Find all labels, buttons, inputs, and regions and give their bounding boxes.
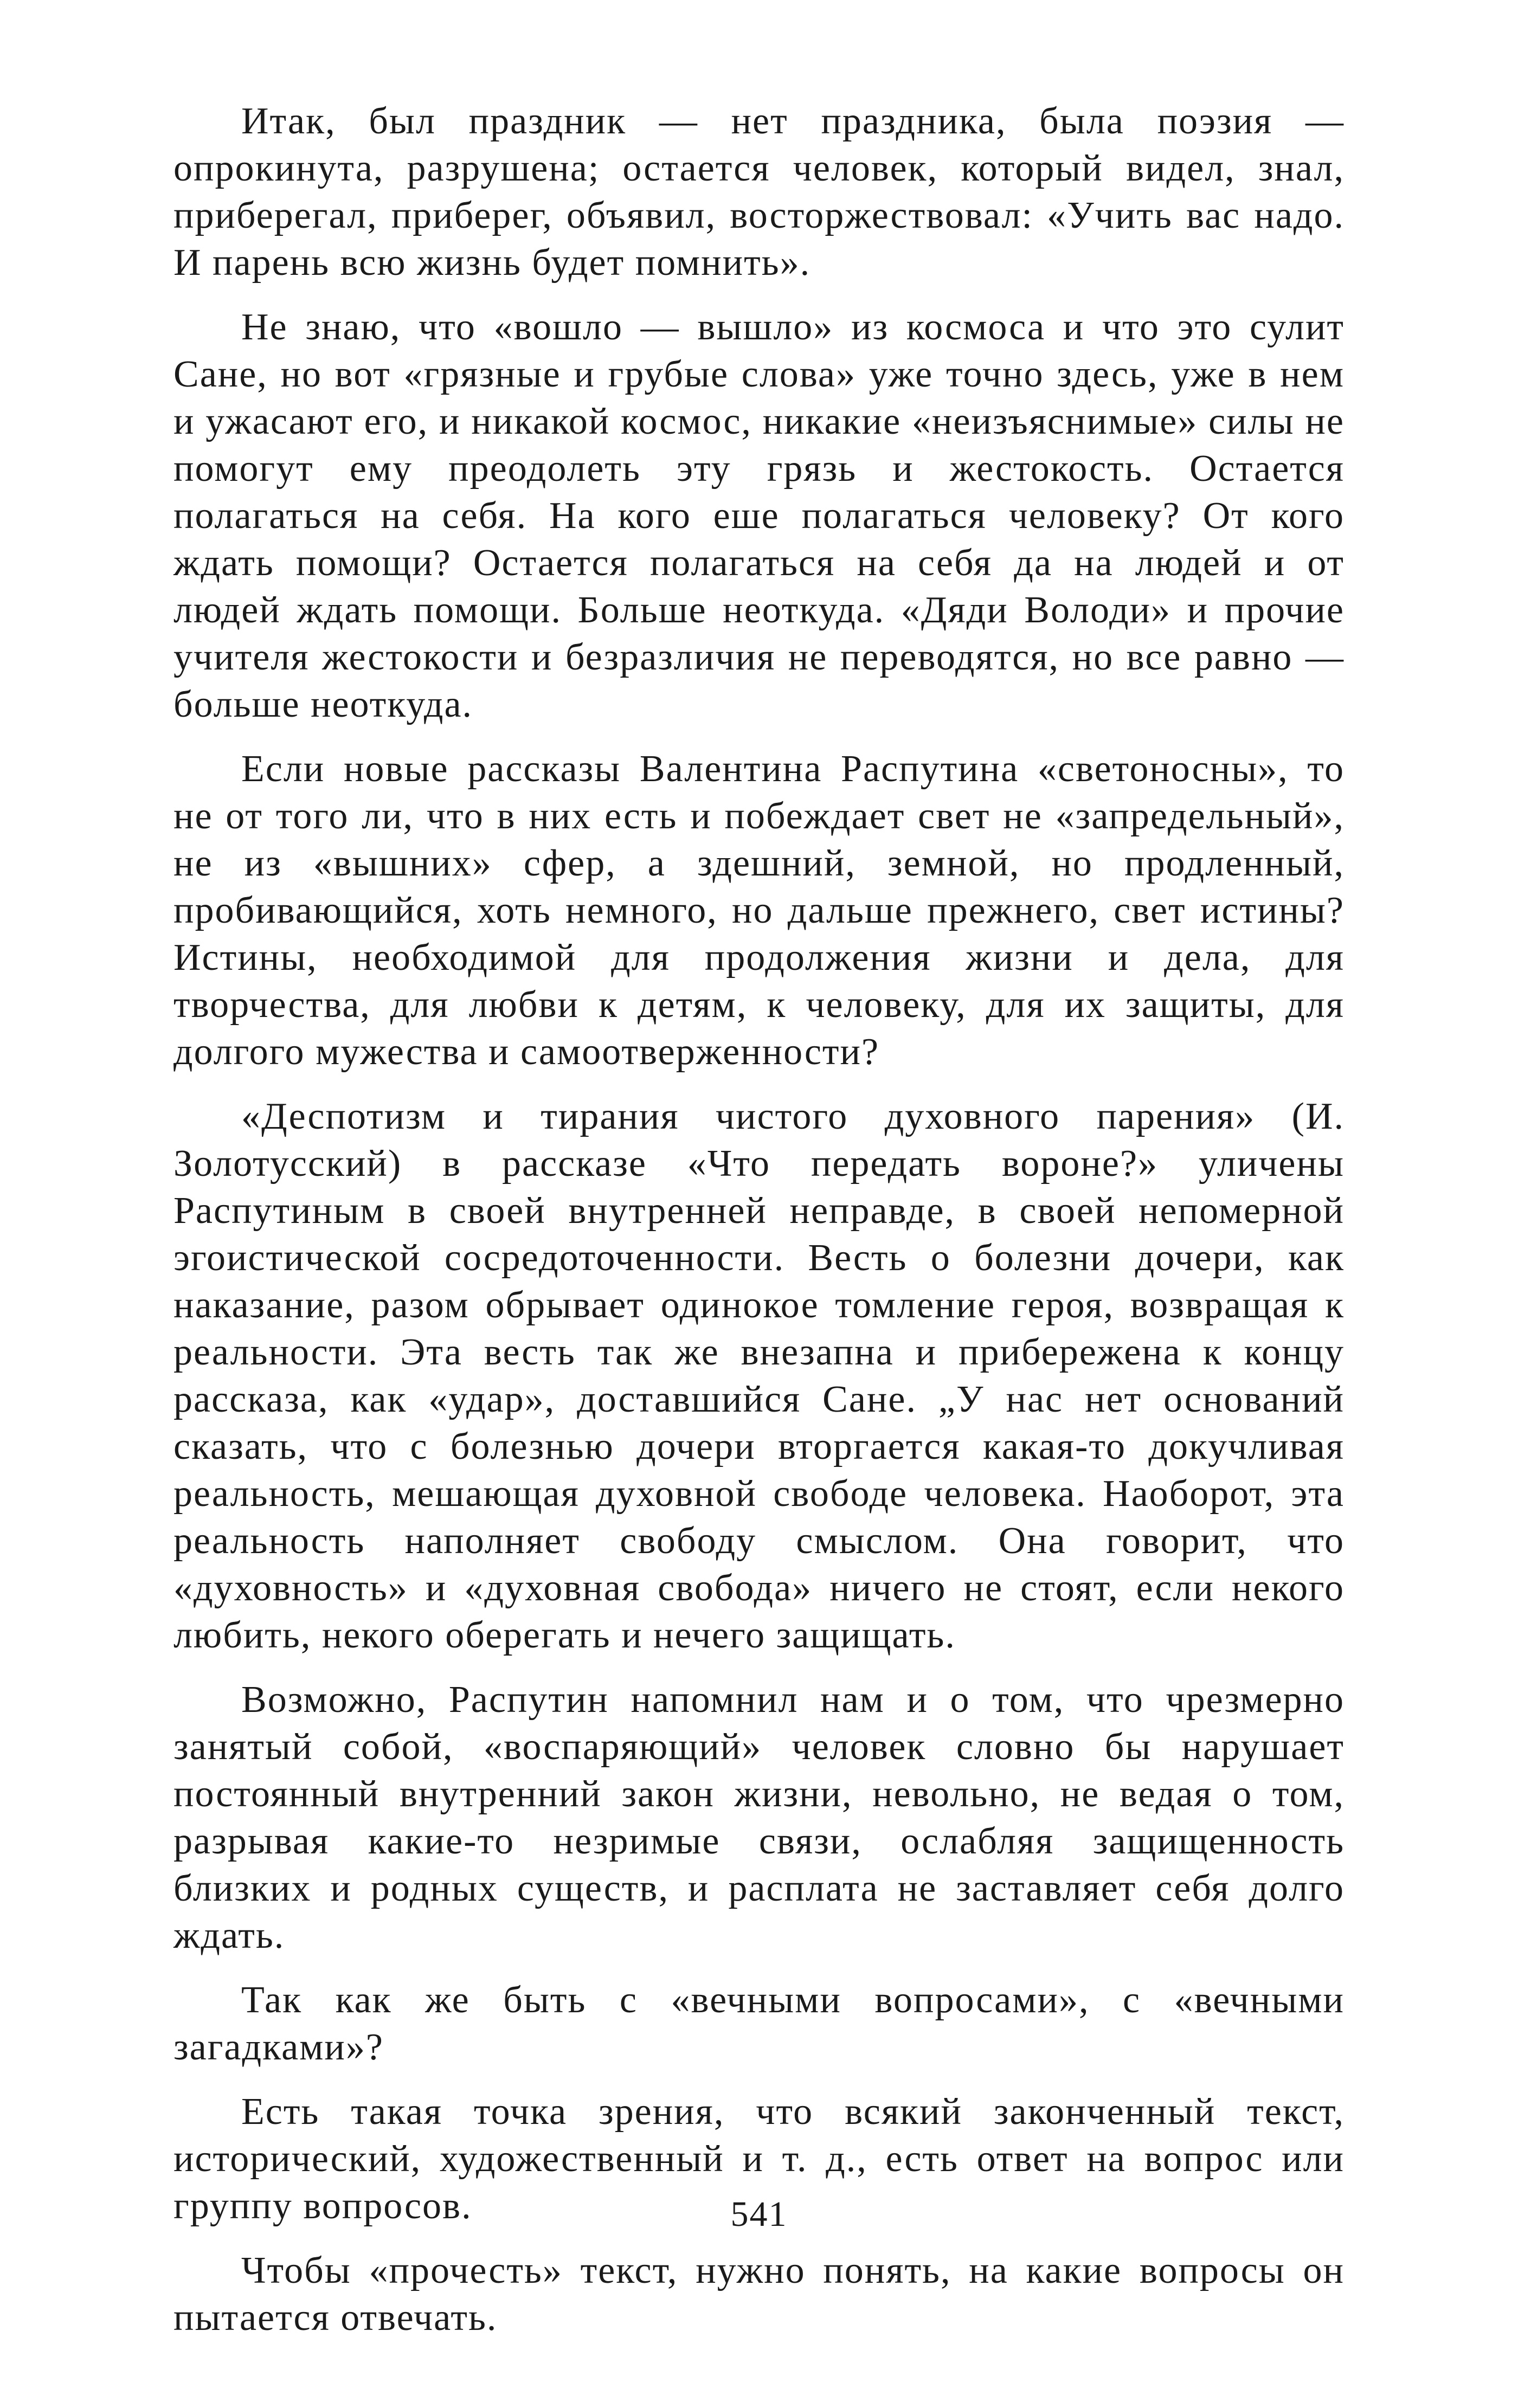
paragraph-2: Не знаю, что «вошло — вышло» из космоса и что это сулит Сане, но вот «грязные и грубые слова» уже точно здесь, уже в нем и ужасают его, и никакой космос, никакие «неизъяснимые» силы не помогут ему преодолеть эту грязь и жестокость. Остается полагаться на себя. На кого еше полагаться человеку? От кого ждать помощи? Остается полагаться на себя да на людей и от людей ждать помощи. Больше неоткуда. «Дяди Володи» и прочие учителя жестокости и безразличия не переводятся, но все равно — больше неоткуда. [173,306,1345,725]
paragraph-1: Итак, был праздник — нет праздника, была поэзия — опрокинута, разрушена; остается человек, который видел, знал, приберегал, приберег, объявил, восторжествовал: «Учить вас надо. И парень всю жизнь будет помнить». [173,100,1345,284]
page-number: 541 [730,2194,788,2234]
paragraph-7: Есть такая точка зрения, что всякий законченный текст, исторический, художественный и т. д., есть ответ на вопрос или группу вопросов. [173,2091,1345,2227]
paragraph-6: Так как же быть с «вечными вопросами», с «вечными загадками»? [173,1979,1345,2068]
paragraph-4: «Деспотизм и тирания чистого духовного парения» (И. Золотусский) в рассказе «Что передать вороне?» уличены Распутиным в своей внутренней неправде, в своей непомерной эгоистической сосредоточенности. Весть о болезни дочери, как наказание, разом обрывает одинокое томление героя, возвращая к реальности. Эта весть так же внезапна и прибережена к концу рассказа, как «удар», доставшийся Сане. „У нас нет оснований сказать, что с болезнью дочери вторгается какая-то докучливая реальность, мешающая духовной свободе человека. Наоборот, эта реальность наполняет свободу смыслом. Она говорит, что «духовность» и «духовная свобода» ничего не стоят, если некого любить, некого оберегать и нечего защищать. [173,1096,1345,1656]
paragraph-3: Если новые рассказы Валентина Распутина «светоносны», то не от того ли, что в них есть и побеждает свет не «запредельный», не из «вышних» сфер, а здешний, земной, но продленный, пробивающийся, хоть немного, но дальше прежнего, свет истины? Истины, необходимой для продолжения жизни и дела, для творчества, для любви к детям, к человеку, для их защиты, для долгого мужества и самоотверженности? [173,748,1345,1073]
body-text [173,98,1345,2359]
paragraph-8: Чтобы «прочесть» текст, нужно понять, на какие вопросы он пытается отвечать. [173,2250,1345,2339]
paragraph-5: Возможно, Распутин напомнил нам и о том, что чрезмерно занятый собой, «воспаряющий» человек словно бы нарушает постоянный внутренний закон жизни, невольно, не ведая о том, разрывая какие-то незримые связи, ослабляя защищенность близких и родных существ, и расплата не заставляет себя долго ждать. [173,1679,1345,1956]
